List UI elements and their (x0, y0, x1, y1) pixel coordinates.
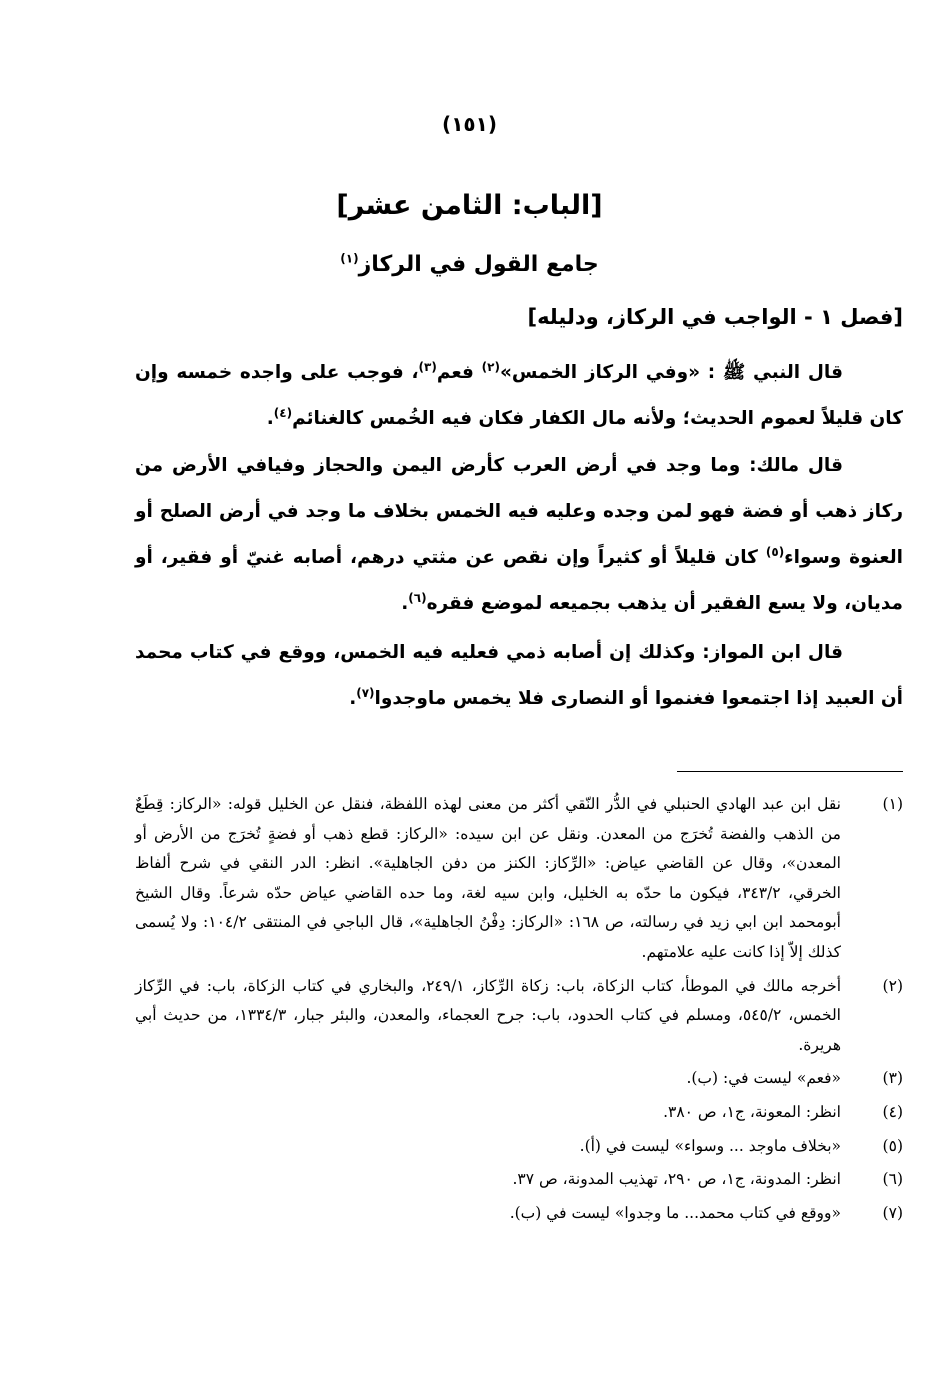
footnote-number: (٤) (882, 1102, 903, 1121)
footnote-item (135, 1199, 903, 1229)
page-number: (١٥١) (442, 112, 497, 136)
footnote-ref[interactable]: (٧) (356, 685, 375, 700)
footnote-ref[interactable]: (٦) (408, 590, 427, 605)
section-heading: [فصل ١ - الواجب في الركاز، ودليله] (527, 305, 903, 329)
chapter-subtitle (0, 252, 939, 277)
body-paragraph (135, 350, 903, 442)
paragraph-text: . (349, 688, 357, 709)
footnote-item (135, 972, 903, 1061)
footnote-text: نقل ابن عبد الهادي الحنبلي في الدُّر النّقي أكثر من معنى لهذه اللفظة، فنقل عن الخليل قوله: «الركاز: قِطَعٌ من الذهب والفضة تُخرَج من المعدن. ونقل عن ابن سيده: «الركاز: قطع ذهب أو فضةٍ تُخرَج من الأرض أو المعدن»، وقال عن القاضي عياض: «الرِّكاز: الكنز من دفن الجاهلية». انظر: الدر النقي في شرح ألفاظ الخرقي، ٣٤٣/٢، فيكون ما حدّه به الخليل، وابن سيه لغة، وما حده القاضي عياض حدّه شرعاً. وقال الشيخ أبومحمد ابن ابي زيد في رسالته، ص ١٦٨: «الركاز: دِفْنُ الجاهلية»، قال الباجي في المنتقى ١٠٤/٢: ولا يُسمى كذلك إلاّ إذا كانت عليه علامتهم. (135, 795, 841, 961)
paragraph-text: قال ابن المواز: وكذلك إن أصابه ذمي فعليه فيه الخمس، ووقع في كتاب محمد أن العبيد إذا اجتمعوا فغنموا أو النصارى فلا يخمس ماوجدوا (135, 642, 903, 709)
footnotes (135, 790, 903, 1232)
footnote-ref[interactable]: (٢) (481, 359, 500, 374)
chapter-title: [الباب: الثامن عشر] (336, 190, 603, 221)
footnote-number: (٧) (882, 1203, 903, 1222)
footnote-text: «بخلاف ماوجد ... وسواء» ليست في (أ). (579, 1136, 841, 1155)
footnote-ref[interactable]: (٥) (765, 544, 785, 559)
footnote-ref[interactable]: (٤) (273, 405, 293, 420)
body-paragraph (135, 630, 903, 722)
paragraph-text: . (266, 408, 274, 429)
footnote-item (135, 790, 903, 968)
footnote-number: (١) (882, 795, 903, 813)
paragraph-text: قال النبي ﷺ : «وفي الركاز الخمس» (499, 362, 843, 383)
footnote-number: (٣) (882, 1069, 903, 1088)
footnote-item (135, 1098, 903, 1128)
footnote-number: (٥) (882, 1136, 903, 1155)
footnote-text: أخرجه مالك في الموطأ، كتاب الزكاة، باب: زكاة الرِّكاز، ٢٤٩/١، والبخاري في كتاب الزكاة، باب: في الرِّكاز الخمس، ٥٤٥/٢، ومسلم في كتاب الحدود، باب: جرح العجماء، والمعدن، والبئر جبار، ١٣٣٤/٣، من حديث أبي هريرة. (135, 976, 841, 1054)
footnote-text: انظر: المعونة، ج١، ص ٣٨٠. (663, 1102, 841, 1121)
footnote-text: «فعم» ليست في: (ب). (686, 1069, 841, 1088)
chapter-subtitle-text: جامع القول في الركاز (358, 252, 599, 277)
footnote-item (135, 1064, 903, 1094)
body-paragraph (135, 443, 903, 627)
footnote-item (135, 1165, 903, 1195)
footnote-number: (٢) (882, 976, 903, 995)
paragraph-text: قال مالك: وما وجد في أرض العرب كأرض اليمن والحجاز وفيافي الأرض من ركاز ذهب أو فضة فهو لمن وجده وعليه فيه الخمس بخلاف ما وجد في أرض الصلح أو العنوة وسواء (135, 455, 903, 568)
footnote-ref[interactable]: (٣) (418, 359, 437, 374)
footnote-item (135, 1132, 903, 1162)
footnote-separator (677, 771, 903, 772)
footnote-number: (٦) (882, 1170, 903, 1189)
paragraph-text: كان قليلاً أو كثيراً وإن نقص عن مثتي درهم، أصابه غنيّ أو فقير، أو مديان، ولا يسع الفقير أن يذهب بجميعه لموضع فقره (135, 547, 903, 614)
footnote-text: «ووقع في كتاب محمد... ما وجدوا» ليست في (ب). (509, 1203, 841, 1222)
footnote-ref[interactable]: (١) (340, 251, 359, 266)
paragraph-text: . (401, 593, 409, 614)
paragraph-text: ، فوجب على واجده خمسه وإن كان قليلاً لعموم الحديث؛ ولأنه مال الكفار فكان فيه الخُمس كالغنائم (135, 362, 903, 429)
paragraph-text: فعم (436, 362, 482, 383)
footnote-text: انظر: المدونة، ج١، ص ٢٩٠، تهذيب المدونة، ص ٣٧. (512, 1170, 841, 1189)
